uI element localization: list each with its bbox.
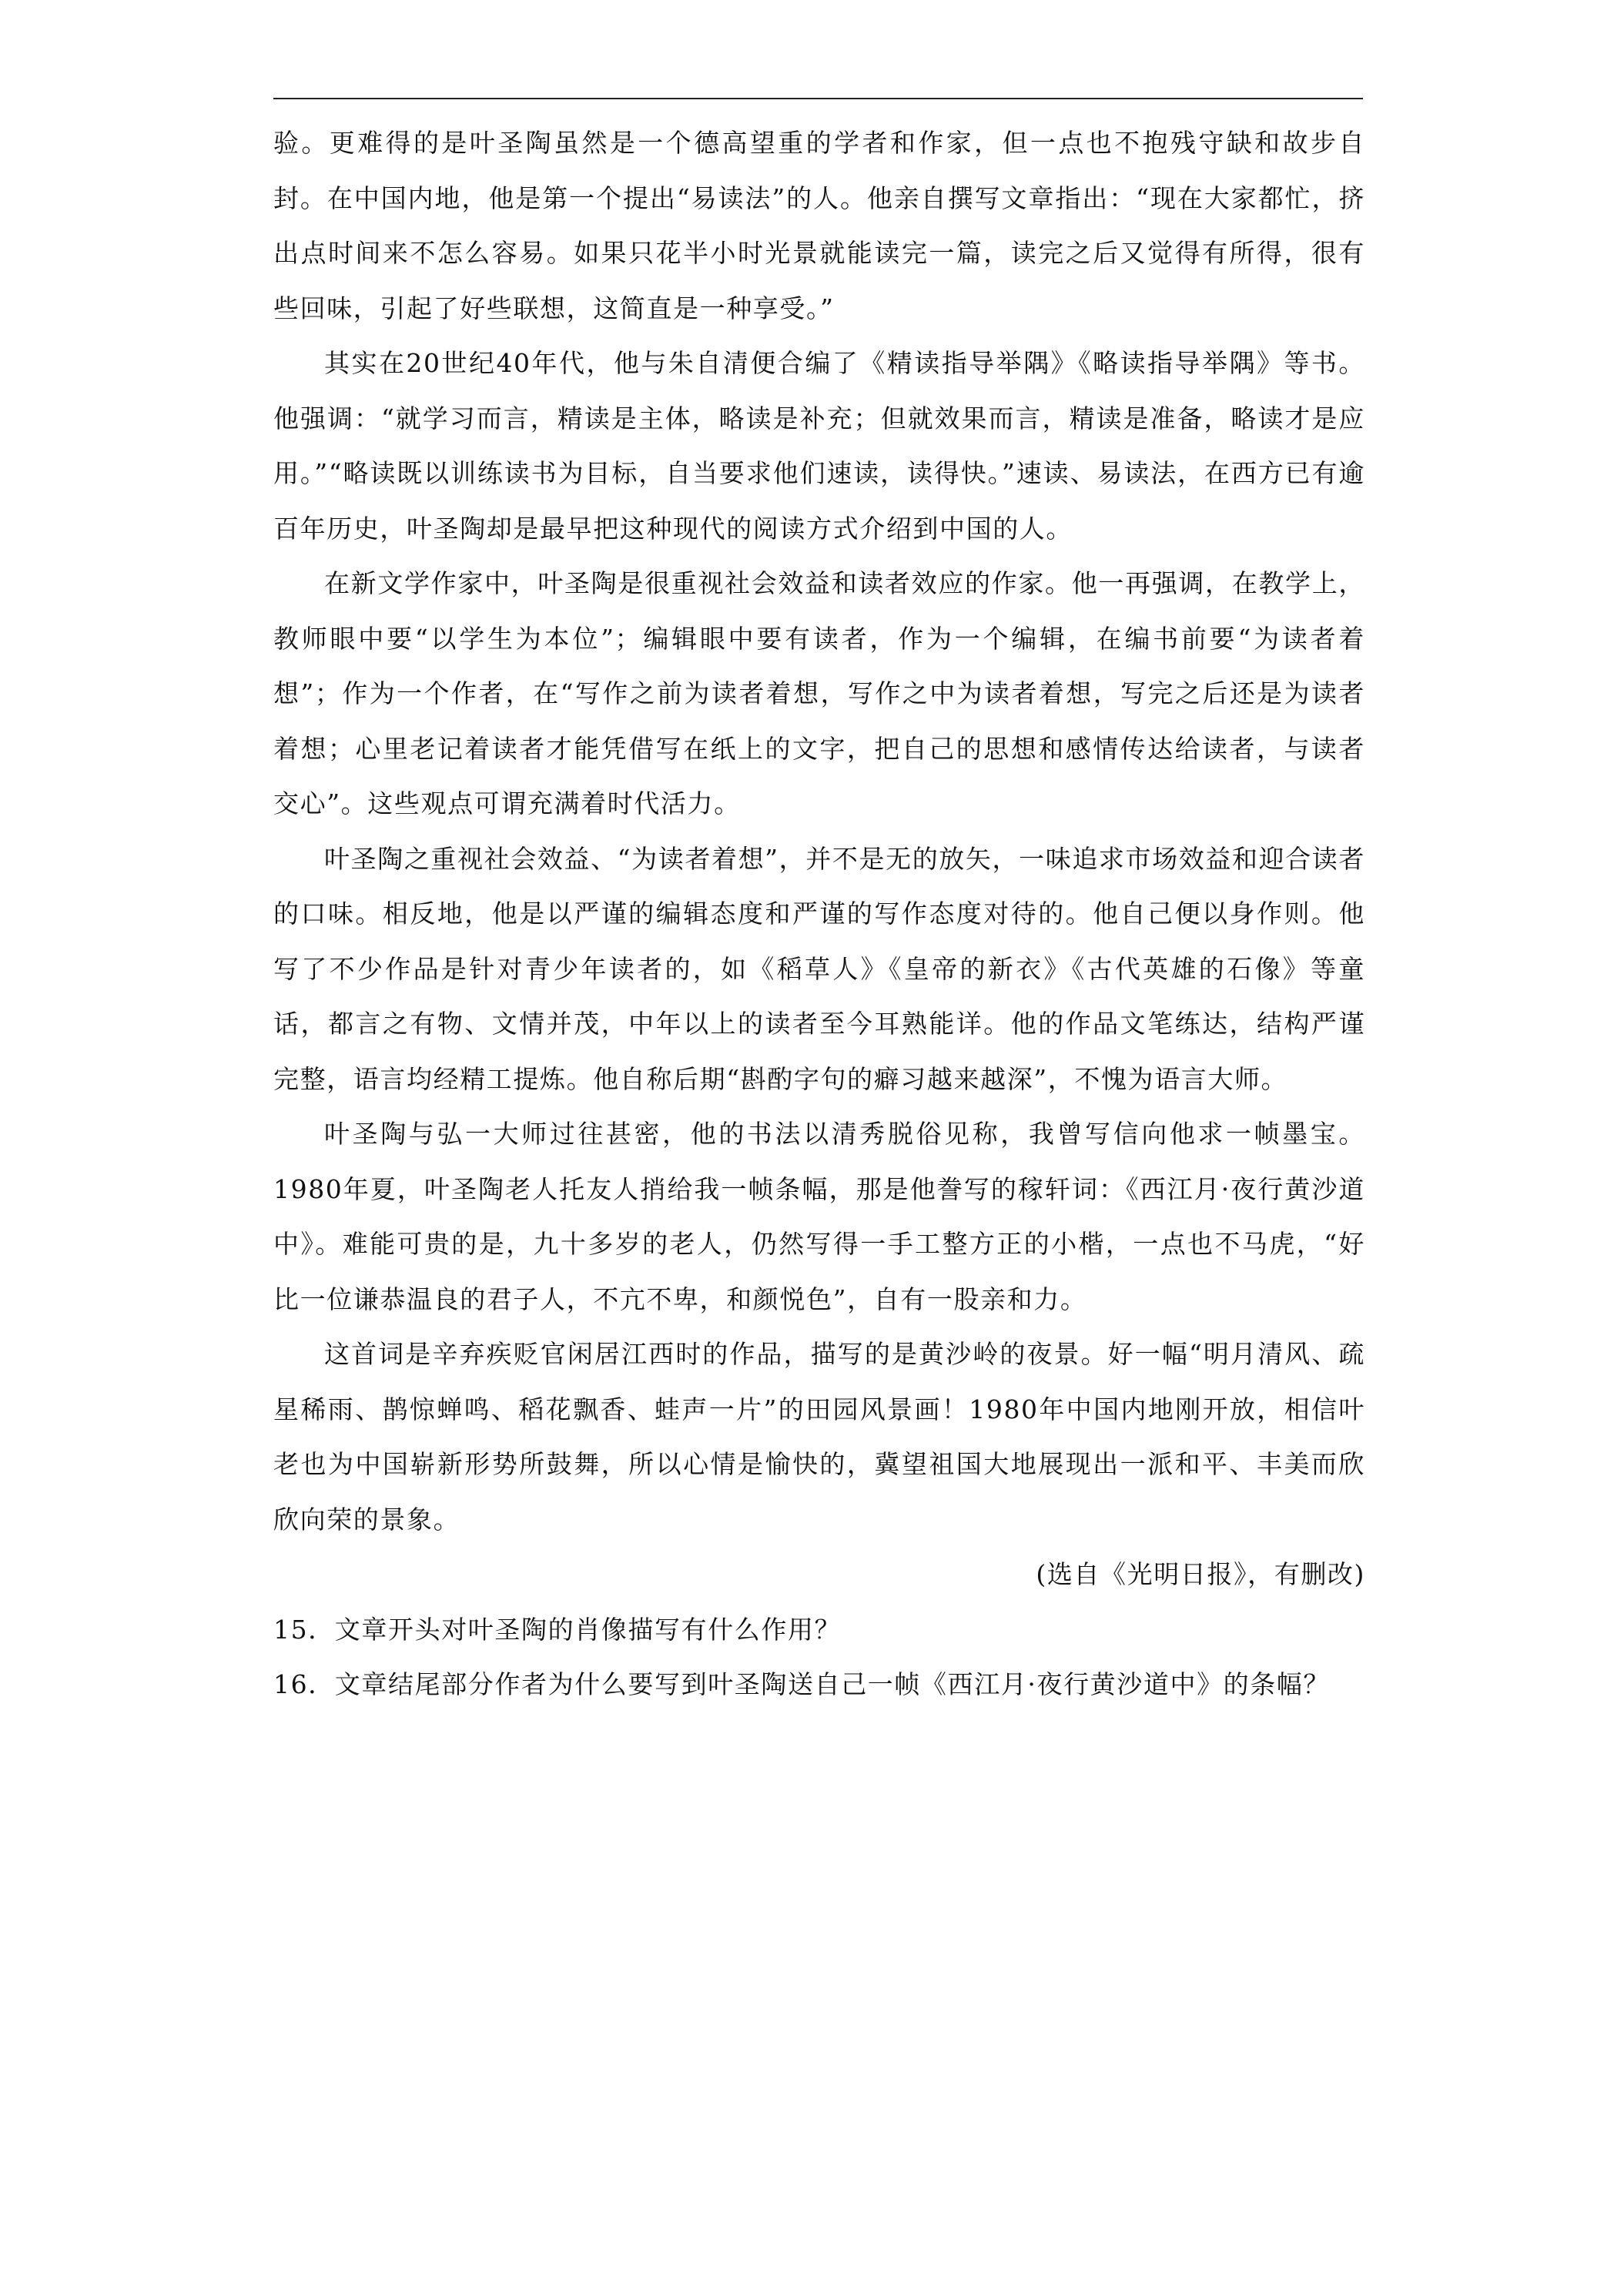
paragraph-3: 在新文学作家中，叶圣陶是很重视社会效益和读者效应的作家。他一再强调，在教学上，教师眼中要“以学生为本位”；编辑眼中要有读者，作为一个编辑，在编书前要“为读者着想”；作为一个作者，在“写作之前为读者着想，写作之中为读者着想，写完之后还是为读者着想；心里老记着读者才能凭借写在纸上的文字，把自己的思想和感情传达给读者，与读者交心”。这些观点可谓充满着时代活力。 [273,568,1365,818]
paragraph-1: 验。更难得的是叶圣陶虽然是一个德高望重的学者和作家，但一点也不抱残守缺和故步自封。在中国内地，他是第一个提出“易读法”的人。他亲自撰写文章指出：“现在大家都忙，挤出点时间来不怎么容易。如果只花半小时光景就能读完一篇，读完之后又觉得有所得，很有些回味，引起了好些联想，这简直是一种享受。” [273,128,1365,323]
source-citation: (选自《光明日报》，有删改) [1036,1559,1365,1589]
question-16: 16．文章结尾部分作者为什么要写到叶圣陶送自己一帧《西江月·夜行黄沙道中》的条幅？ [273,1669,1331,1699]
top-divider [273,98,1363,99]
paragraph-6: 这首词是辛弃疾贬官闲居江西时的作品，描写的是黄沙岭的夜景。好一幅“明月清风、疏星稀雨、鹊惊蝉鸣、稻花飘香、蛙声一片”的田园风景画！1980年中国内地刚开放，相信叶老也为中国崭新形势所鼓舞，所以心情是愉快的，冀望祖国大地展现出一派和平、丰美而欣欣向荣的景象。 [273,1339,1365,1535]
paragraph-2: 其实在20世纪40年代，他与朱自清便合编了《精读指导举隅》《略读指导举隅》等书。他强调：“就学习而言，精读是主体，略读是补充；但就效果而言，精读是准备，略读才是应用。”“略读既以训练读书为目标，自当要求他们速读，读得快。”速读、易读法，在西方已有逾百年历史，叶圣陶却是最早把这种现代的阅读方式介绍到中国的人。 [273,348,1365,544]
paragraph-5: 叶圣陶与弘一大师过往甚密，他的书法以清秀脱俗见称，我曾写信向他求一帧墨宝。1980年夏，叶圣陶老人托友人捎给我一帧条幅，那是他誊写的稼轩词：《西江月·夜行黄沙道中》。难能可贵的是，九十多岁的老人，仍然写得一手工整方正的小楷，一点也不马虎，“好比一位谦恭温良的君子人，不亢不卑，和颜悦色”，自有一股亲和力。 [273,1119,1365,1314]
article-body [273,115,1365,1712]
paragraph-4: 叶圣陶之重视社会效益、“为读者着想”，并不是无的放矢，一味追求市场效益和迎合读者的口味。相反地，他是以严谨的编辑态度和严谨的写作态度对待的。他自己便以身作则。他写了不少作品是针对青少年读者的，如《稻草人》《皇帝的新衣》《古代英雄的石像》等童话，都言之有物、文情并茂，中年以上的读者至今耳熟能详。他的作品文笔练达，结构严谨完整，语言均经精工提炼。他自称后期“斟酌字句的癖习越来越深”，不愧为语言大师。 [273,843,1365,1094]
question-15: 15．文章开头对叶圣陶的肖像描写有什么作用？ [273,1614,842,1645]
questions-list [273,1602,1365,1712]
